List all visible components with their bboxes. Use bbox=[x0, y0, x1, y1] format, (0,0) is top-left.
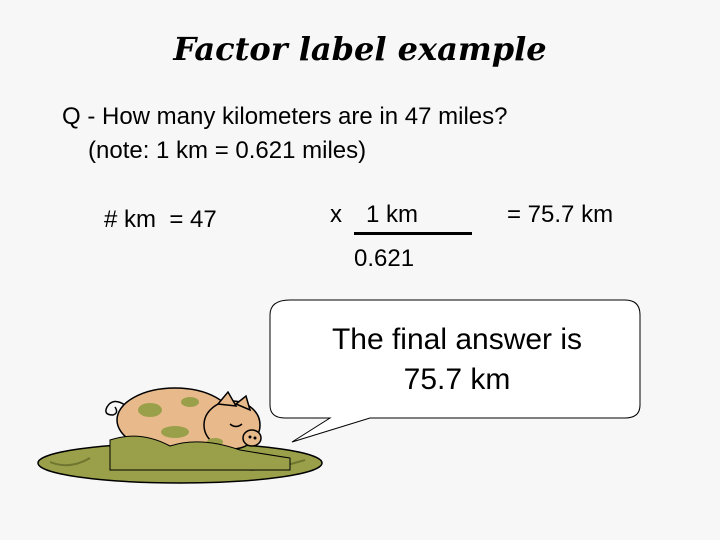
bubble-line-2: 75.7 km bbox=[403, 363, 511, 396]
note-text: (note: 1 km = 0.621 miles) bbox=[88, 137, 367, 164]
slide-title: Factor label example bbox=[173, 30, 547, 68]
question-text: Q - How many kilometers are in 47 miles? bbox=[62, 103, 508, 130]
fraction-denominator: 0.621 bbox=[354, 245, 415, 272]
equation-result: = 75.7 km bbox=[507, 201, 614, 228]
bubble-line-1: The final answer is bbox=[331, 323, 583, 356]
equation-left: # km = 47 bbox=[104, 206, 217, 233]
equation-times: x bbox=[330, 201, 342, 228]
fraction-numerator: 1 km bbox=[366, 201, 419, 228]
